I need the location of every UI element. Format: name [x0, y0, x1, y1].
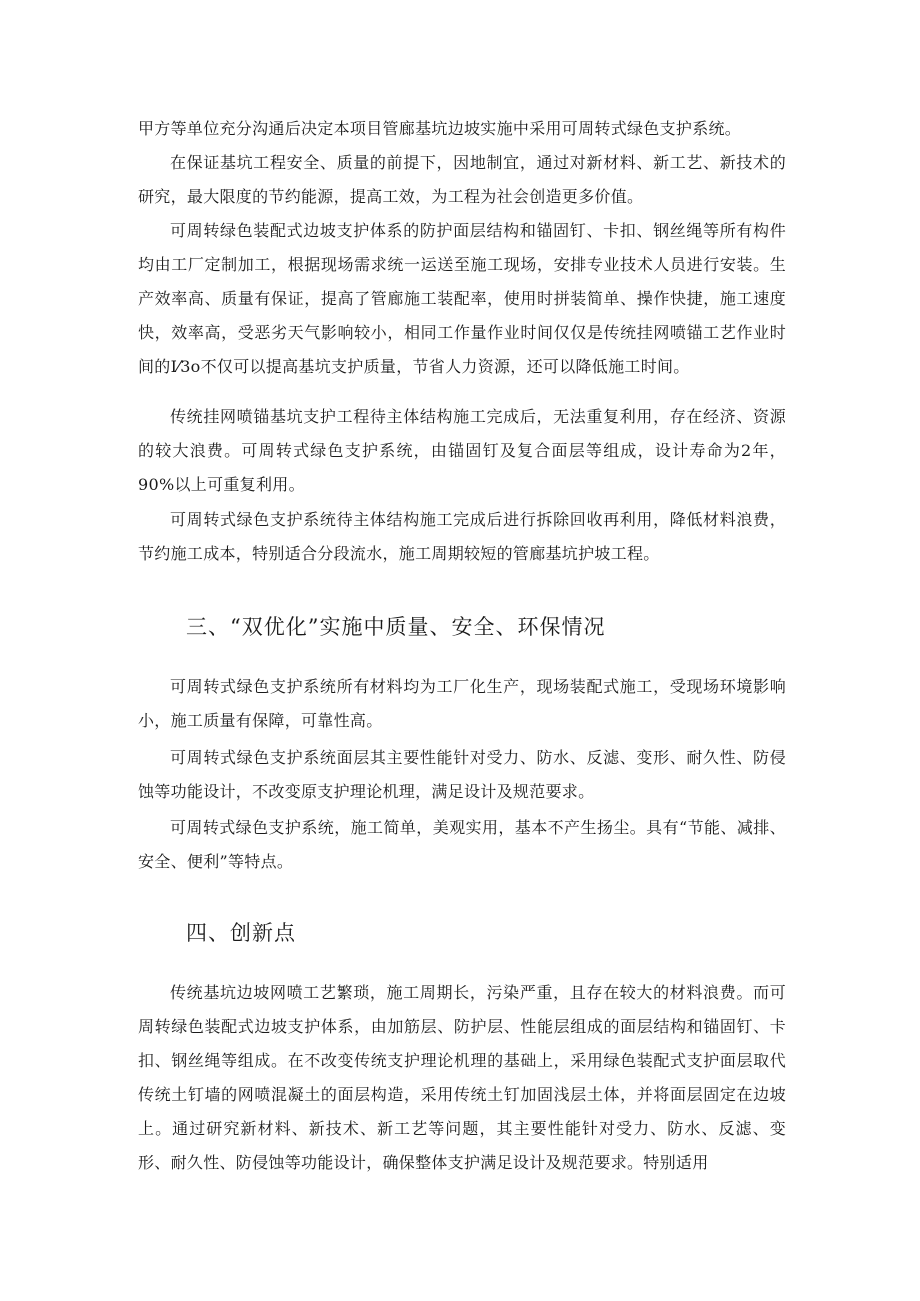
paragraph-continuation: 甲方等单位充分沟通后决定本项目管廊基坑边坡实施中采用可周转式绿色支护系统。 [138, 119, 742, 138]
section-heading-innovation: 四、创新点 [186, 921, 296, 945]
paragraph-safety-quality: 在保证基坑工程安全、质量的前提下，因地制宜，通过对新材料、新工艺、新技术的研究，最大限度的节约能源，提高工效，为工程为社会创造更多价值。 [138, 153, 786, 206]
paragraph-traditional-waste: 传统挂网喷锚基坑支护工程待主体结构施工完成后，无法重复利用，存在经济、资源的较大浪费。可周转式绿色支护系统，由锚固钉及复合面层等组成，设计寿命为2年，90%以上可重复利用。 [138, 407, 786, 494]
paragraph-recycle: 可周转式绿色支护系统待主体结构施工完成后进行拆除回收再利用，降低材料浪费，节约施工成本，特别适合分段流水，施工周期较短的管廊基坑护坡工程。 [138, 510, 786, 563]
paragraph-factory-production: 可周转式绿色支护系统所有材料均为工厂化生产，现场装配式施工，受现场环境影响小，施工质量有保障，可靠性高。 [138, 677, 786, 730]
section-heading-quality-safety: 三、“双优化”实施中质量、安全、环保情况 [186, 615, 606, 639]
paragraph-environmental: 可周转式绿色支护系统，施工简单，美观实用，基本不产生扬尘。具有“节能、减排、安全、便利”等特点。 [138, 818, 786, 871]
paragraph-performance-design: 可周转式绿色支护系统面层其主要性能针对受力、防水、反滤、变形、耐久性、防侵蚀等功能设计，不改变原支护理论机理，满足设计及规范要求。 [138, 748, 786, 801]
paragraph-prefabricated-system: 可周转绿色装配式边坡支护体系的防护面层结构和锚固钉、卡扣、钢丝绳等所有构件均由工厂定制加工，根据现场需求统一运送至施工现场，安排专业技术人员进行安装。生产效率高、质量有保证，提高了管廊施工装配率，使用时拼装简单、操作快捷，施工速度快，效率高，受恶劣天气影响较小，相同工作量作业时间仅仅是传统挂网喷锚工艺作业时间的I⁄3o不仅可以提高基坑支护质量，节省人力资源，还可以降低施工时间。 [138, 221, 786, 376]
paragraph-innovation: 传统基坑边坡网喷工艺繁琐，施工周期长，污染严重，且存在较大的材料浪费。而可周转绿色装配式边坡支护体系，由加筋层、防护层、性能层组成的面层结构和锚固钉、卡扣、钢丝绳等组成。在不改变传统支护理论机理的基础上，采用绿色装配式支护面层取代传统土钉墙的网喷混凝土的面层构造，采用传统土钉加固浅层土体，并将面层固定在边坡上。通过研究新材料、新技术、新工艺等问题，其主要性能针对受力、防水、反滤、变形、耐久性、防侵蚀等功能设计，确保整体支护满足设计及规范要求。特别适用 [138, 983, 786, 1172]
